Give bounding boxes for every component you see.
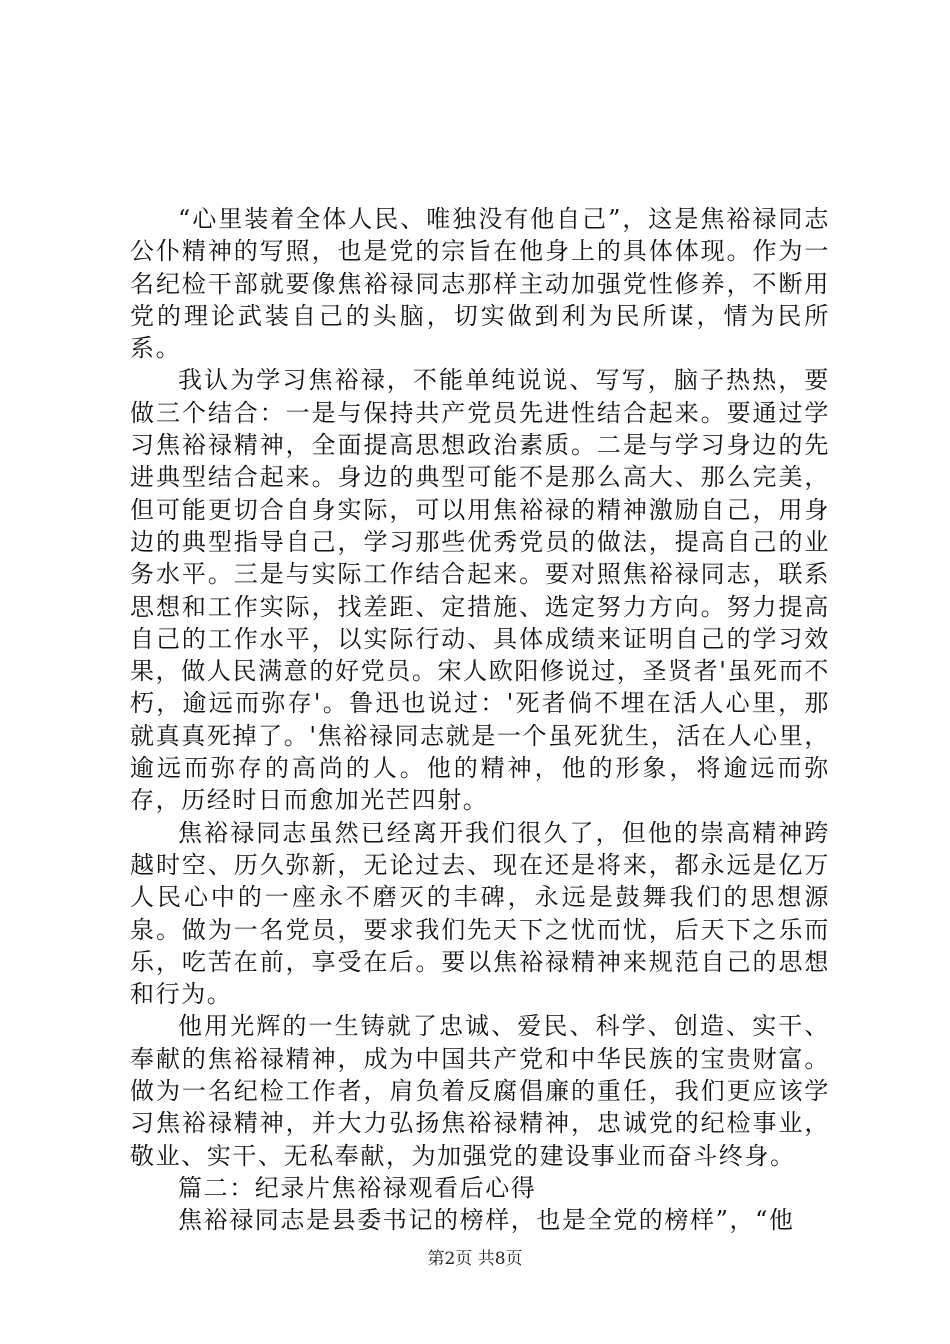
paragraph: 他用光辉的一生铸就了忠诚、爱民、科学、创造、实干、奉献的焦裕禄精神，成为中国共产党和中华民族的宝贵财富。做为一名纪检工作者，肩负着反腐倡廉的重任，我们更应该学习焦裕禄精神，并大力弘扬焦裕禄精神，忠诚党的纪检事业，敬业、实干、无私奉献，为加强党的建设事业而奋斗终身。 bbox=[130, 1012, 830, 1170]
page-number-footer: 第2页 共8页 bbox=[427, 1249, 523, 1269]
paragraph: “心里装着全体人民、唯独没有他自己”，这是焦裕禄同志公仆精神的写照，也是党的宗旨在他身上的具体体现。作为一名纪检干部就要像焦裕禄同志那样主动加强党性修养，不断用党的理论武装自己的头脑，切实做到利为民所谋，情为民所系。 bbox=[130, 205, 830, 363]
document-body bbox=[130, 203, 830, 1237]
paragraph: 焦裕禄同志虽然已经离开我们很久了，但他的崇高精神跨越时空、历久弥新，无论过去、现在还是将来，都永远是亿万人民心中的一座永不磨灭的丰碑，永远是鼓舞我们的思想源泉。做为一名党员，要求我们先天下之忧而忧，后天下之乐而乐，吃苦在前，享受在后。要以焦裕禄精神来规范自己的思想和行为。 bbox=[130, 818, 830, 1009]
paragraph: 我认为学习焦裕禄，不能单纯说说、写写，脑子热热，要做三个结合：一是与保持共产党员先进性结合起来。要通过学习焦裕禄精神，全面提高思想政治素质。二是与学习身边的先进典型结合起来。身边的典型可能不是那么高大、那么完美，但可能更切合自身实际，可以用焦裕禄的精神激励自己，用身边的典型指导自己，学习那些优秀党员的做法，提高自己的业务水平。三是与实际工作结合起来。要对照焦裕禄同志，联系思想和工作实际，找差距、定措施、选定努力方向。努力提高自己的工作水平，以实际行动、具体成绩来证明自己的学习效果，做人民满意的好党员。宋人欧阳修说过，圣贤者'虽死而不朽，逾远而弥存'。鲁迅也说过：'死者倘不埋在活人心里，那就真真死掉了。'焦裕禄同志就是一个虽死犹生，活在人心里，逾远而弥存的高尚的人。他的精神，他的形象，将逾远而弥存，历经时日而愈加光芒四射。 bbox=[130, 366, 830, 815]
section-heading: 篇二：纪录片焦裕禄观看后心得 bbox=[178, 1173, 537, 1202]
paragraph: 焦裕禄同志是县委书记的榜样，也是全党的榜样”，“他 bbox=[178, 1206, 795, 1235]
